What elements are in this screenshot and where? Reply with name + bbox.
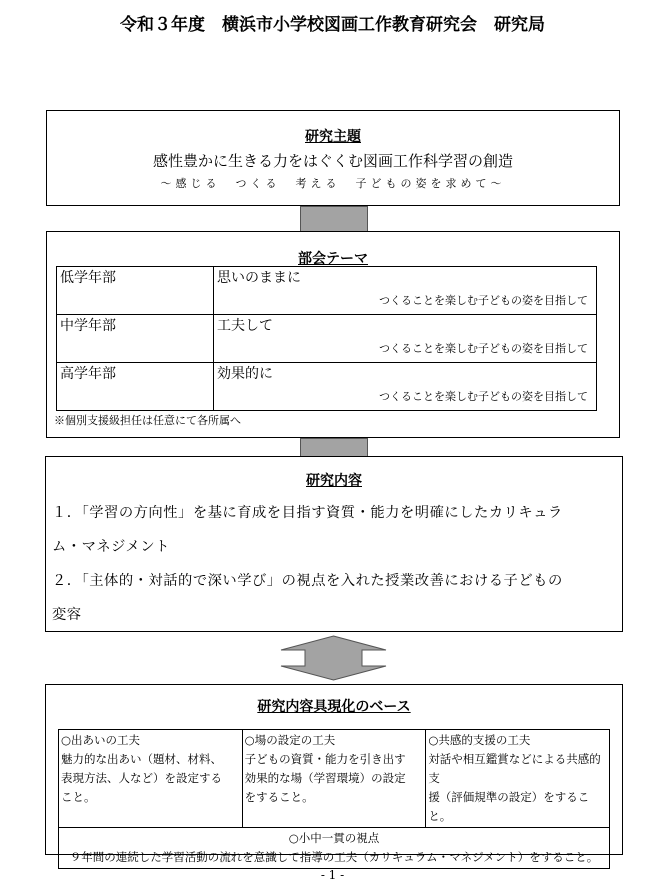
base-column-line: こと。 <box>61 790 96 804</box>
dept-label: 中学年部 <box>57 315 214 363</box>
division-theme-heading: 部会テーマ <box>298 251 368 267</box>
research-theme-box <box>46 110 620 206</box>
division-note: ※個別支援級担任は任意にて各所属へ <box>54 414 241 427</box>
research-content-box <box>45 456 623 632</box>
base-bottom-title: ○小中一貫の視点 <box>288 831 380 845</box>
base-column-line: 子どもの資質・能力を引き出す <box>244 752 406 766</box>
research-theme-heading: 研究主題 <box>305 129 361 145</box>
research-content-line: ム・マネジメント <box>52 539 170 555</box>
dept-goal: つくることを楽しむ子どもの姿を目指して <box>379 294 588 307</box>
base-column-title: ○出あいの工夫 <box>61 733 141 747</box>
base-box <box>45 684 623 864</box>
research-theme-sub: ～感じる つくる 考える 子どもの姿を求めて～ <box>160 177 506 190</box>
research-content-line: ２．「主体的・対話的で深い学び」の視点を入れた授業改善における子どもの <box>52 573 563 589</box>
dept-label: 高学年部 <box>57 363 214 411</box>
dept-theme-cell <box>214 267 597 315</box>
dept-theme: 効果的に <box>217 366 273 382</box>
base-column-line: 援（評価規準の設定）をすること。 <box>428 790 590 823</box>
base-column-encounter <box>59 730 243 828</box>
dept-label: 低学年部 <box>57 267 214 315</box>
base-bottom-text: ９年間の連続した学習活動の流れを意識して指導の工夫（カリキュラム・マネジメント）をすること。 <box>69 850 599 864</box>
research-content-heading: 研究内容 <box>306 473 362 489</box>
document-title: 令和３年度 横浜市小学校図画工作教育研究会 研究局 <box>120 15 545 35</box>
base-column-title: ○共感的支援の工夫 <box>428 733 531 747</box>
table-row <box>57 315 597 363</box>
base-column-setting <box>242 730 426 828</box>
base-column-line: 表現方法、人など）を設定する <box>61 771 222 785</box>
connector-2 <box>300 438 368 457</box>
connector-1 <box>300 206 368 232</box>
table-row <box>59 730 610 828</box>
page-number: - 1 - <box>320 868 345 882</box>
base-column-line: 対話や相互鑑賞などによる共感的支 <box>428 752 601 785</box>
research-theme-main: 感性豊かに生きる力をはぐくむ図画工作科学習の創造 <box>152 152 513 170</box>
double-arrow-icon <box>280 635 387 681</box>
base-column-line: 効果的な場（学習環境）の設定 <box>244 771 406 785</box>
dept-theme: 工夫して <box>217 318 273 334</box>
dept-theme-cell <box>214 315 597 363</box>
base-column-support <box>426 730 610 828</box>
base-bottom-cell <box>59 828 610 869</box>
base-column-line: 魅力的な出あい（題材、材料、 <box>61 752 222 766</box>
dept-goal: つくることを楽しむ子どもの姿を目指して <box>379 342 588 355</box>
table-row <box>57 363 597 411</box>
dept-theme-cell <box>214 363 597 411</box>
division-theme-table <box>56 266 597 411</box>
base-column-line: をすること。 <box>244 790 314 804</box>
dept-theme: 思いのままに <box>217 270 301 286</box>
research-content-line: 変容 <box>52 607 82 623</box>
research-content-line: １．「学習の方向性」を基に育成を目指す資質・能力を明確にしたカリキュラ <box>52 505 563 521</box>
table-row <box>57 267 597 315</box>
division-theme-box <box>46 231 620 438</box>
dept-goal: つくることを楽しむ子どもの姿を目指して <box>379 390 588 403</box>
table-row <box>59 828 610 869</box>
base-table <box>58 729 610 869</box>
base-column-title: ○場の設定の工夫 <box>244 733 336 747</box>
base-heading: 研究内容具現化のベース <box>257 699 411 715</box>
